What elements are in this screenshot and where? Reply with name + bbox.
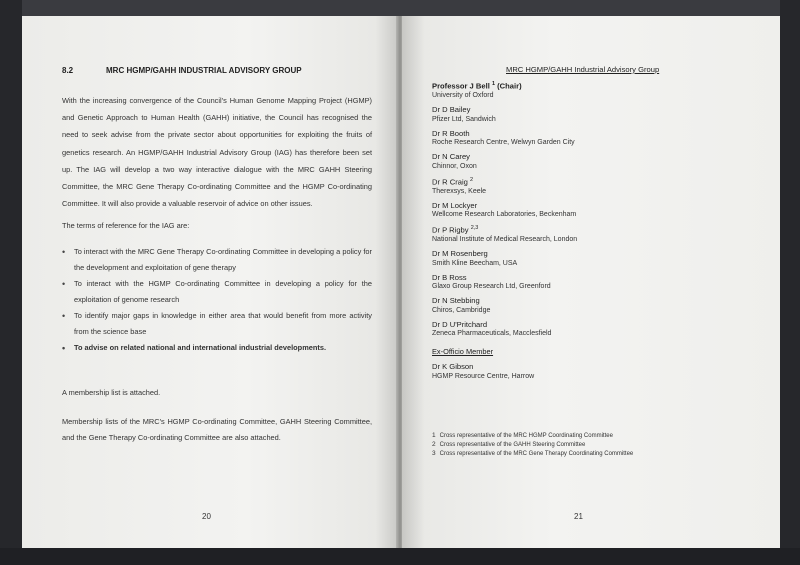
member-affiliation: University of Oxford <box>432 92 494 100</box>
terms-list-item: • To identify major gaps in knowledge in either area that would benefit from more activity from the science base <box>62 308 372 340</box>
member-footnote-ref: 1 <box>491 81 496 87</box>
member-affiliation: HGMP Resource Centre, Harrow <box>432 372 535 380</box>
member-entry <box>432 105 752 124</box>
background-right <box>780 0 800 565</box>
member-role: (Chair) <box>495 81 522 91</box>
member-affiliation: Zeneca Pharmaceuticals, Macclesfield <box>432 330 552 338</box>
footnote-text: Cross representative of the GAHH Steering Committee <box>439 441 586 448</box>
footnote-number: 3 <box>432 449 436 457</box>
section-number: 8.2 <box>62 66 74 75</box>
background-top <box>0 0 800 16</box>
footnote <box>432 441 762 450</box>
member-affiliation: Smith Kline Beecham, USA <box>432 259 518 267</box>
member-name: Professor J Bell <box>432 81 490 91</box>
member-name: Dr R Booth <box>432 128 470 138</box>
member-affiliation: Glaxo Group Research Ltd, Greenford <box>432 283 551 291</box>
section-title: MRC HGMP/GAHH INDUSTRIAL ADVISORY GROUP <box>106 66 302 75</box>
member-entry <box>432 296 752 315</box>
terms-list-item: • To interact with the MRC Gene Therapy Co-ordinating Committee in developing a policy for the development and exploitation of gene therapy <box>62 244 372 276</box>
member-affiliation: Roche Research Centre, Welwyn Garden City <box>432 139 575 147</box>
member-name: Dr M Lockyer <box>432 200 478 210</box>
left-page <box>22 16 398 548</box>
footnote-text: Cross representative of the MRC HGMP Coordinating Committee <box>439 433 613 439</box>
member-name: Dr D U'Pritchard <box>432 319 488 329</box>
membership-note: A membership list is attached. <box>62 388 161 397</box>
member-entry <box>432 176 752 196</box>
member-name: Dr M Rosenberg <box>432 249 488 259</box>
member-footnote-ref: 2,3 <box>470 225 479 232</box>
member-name: Dr K Gibson <box>432 362 474 371</box>
member-entry <box>432 129 752 148</box>
background-left <box>0 0 22 565</box>
member-name: Dr N Stebbing <box>432 296 480 306</box>
member-entry <box>432 80 752 100</box>
member-name: Dr B Ross <box>432 272 467 282</box>
member-affiliation: National Institute of Medical Research, London <box>432 236 578 244</box>
member-entry <box>432 273 752 292</box>
member-affiliation: Pfizer Ltd, Sandwich <box>432 115 496 123</box>
footnote <box>432 450 762 459</box>
footnotes <box>432 432 762 458</box>
right-page <box>402 16 780 548</box>
member-entry <box>432 224 752 244</box>
member-entry <box>432 152 752 171</box>
member-entry <box>432 249 752 268</box>
footnote <box>432 432 762 441</box>
member-entry <box>432 320 752 339</box>
member-affiliation: Chiros, Cambridge <box>432 306 491 314</box>
intro-paragraph: With the increasing convergence of the Council's Human Genome Mapping Project (HGMP) and Genetic Approach to Human Health (GAHH) initiative, the Council has recognised the need to seek advise from the private sector about opportunities for exploiting the fruits of genetics research. An HGMP/GAHH Industrial Advisory Group (IAG) has therefore been set up. The IAG will develop a two way interactive dialogue with the MRC GAHH Steering Committee, the MRC Gene Therapy Co-ordinating Committee and the HGMP Co-ordinating Committee. It will also provide a valuable reservoir of advice on other issues. <box>62 96 372 209</box>
background-bottom <box>0 548 800 565</box>
membership-title: MRC HGMP/GAHH Industrial Advisory Group <box>506 65 660 74</box>
member-footnote-ref: 2 <box>470 176 474 183</box>
terms-list-item: • To interact with the HGMP Co-ordinating Committee in developing a policy for the exploitation of genome research <box>62 276 372 308</box>
ex-officio-heading: Ex-Officio Member <box>432 347 494 356</box>
terms-list-item: • To advise on related national and international industrial developments. <box>62 340 372 356</box>
member-name: Dr P Rigby <box>432 225 469 235</box>
member-affiliation: Wellcome Research Laboratories, Beckenham <box>432 211 577 219</box>
member-list <box>432 80 752 343</box>
ex-officio-member <box>432 362 534 381</box>
member-name: Dr N Carey <box>432 152 470 162</box>
member-entry <box>432 201 752 220</box>
page-number-left: 20 <box>202 512 211 521</box>
member-name: Dr R Craig <box>432 177 468 187</box>
membership-lists-note: Membership lists of the MRC's HGMP Co-ordinating Committee, GAHH Steering Committee, and the Gene Therapy Co-ordinating Committee are also attached. <box>62 417 372 442</box>
member-affiliation: Therexsys, Keele <box>432 187 487 195</box>
footnote-text: Cross representative of the MRC Gene Therapy Coordinating Committee <box>439 450 634 457</box>
footnote-number: 1 <box>432 432 436 439</box>
terms-list <box>62 244 372 356</box>
footnote-number: 2 <box>432 440 436 448</box>
member-affiliation: Chinnor, Oxon <box>432 162 477 170</box>
terms-intro: The terms of reference for the IAG are: <box>62 221 190 230</box>
member-name: Dr D Bailey <box>432 105 471 115</box>
page-number-right: 21 <box>574 512 583 521</box>
